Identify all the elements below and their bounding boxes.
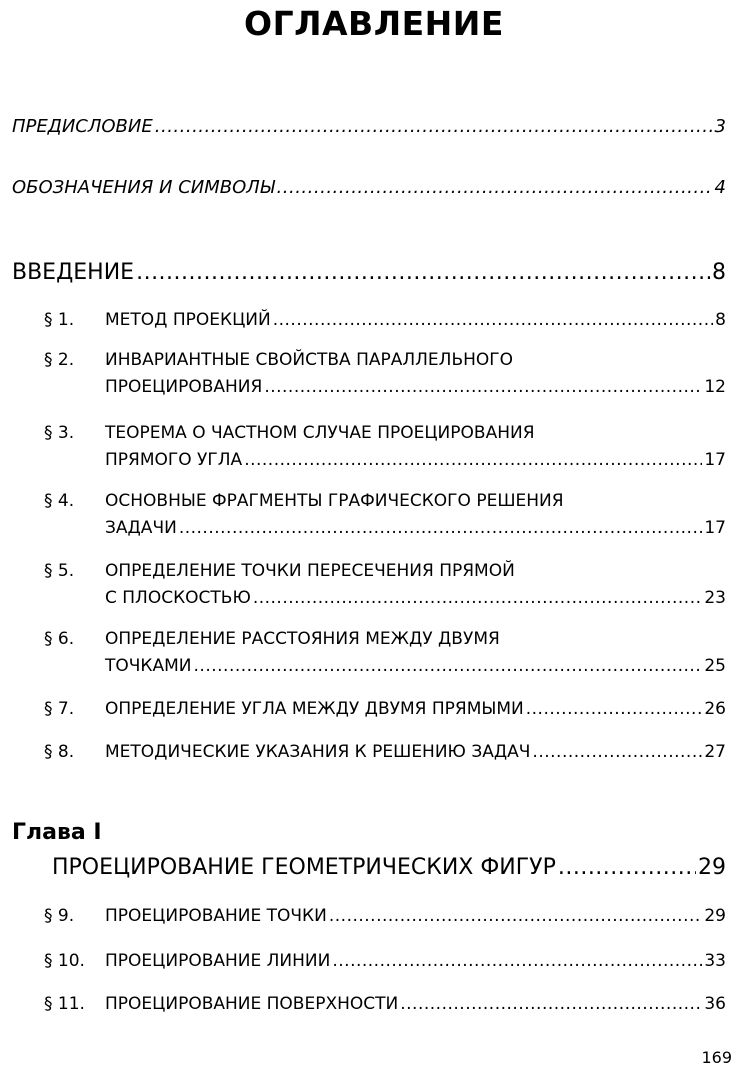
section-number: § 8.	[44, 742, 75, 762]
toc-entry-page: 33	[704, 951, 726, 971]
toc-entry-page: 4	[714, 177, 726, 198]
toc-section-7[interactable]	[44, 699, 726, 719]
section-number: § 11.	[44, 994, 85, 1014]
section-number: § 7.	[44, 699, 75, 719]
section-title: ИНВАРИАНТНЫЕ СВОЙСТВА ПАРАЛЛЕЛЬНОГО	[105, 350, 514, 370]
section-title: ПРОЕЦИРОВАНИЕ ТОЧКИ	[105, 906, 327, 926]
toc-entry-page: 29	[704, 906, 726, 926]
chapter-title: ПРОЕЦИРОВАНИЕ ГЕОМЕТРИЧЕСКИХ ФИГУР	[52, 855, 556, 880]
toc-entry-introduction[interactable]	[12, 260, 726, 285]
toc-entry-page: 17	[704, 450, 726, 470]
toc-entry-title: ПРЕДИСЛОВИЕ	[12, 116, 153, 137]
section-number: § 10.	[44, 951, 85, 971]
toc-entry-page: 17	[704, 518, 726, 538]
toc-entry-page: 3	[714, 116, 726, 137]
section-title: МЕТОД ПРОЕКЦИЙ	[105, 310, 271, 330]
toc-entry-notation[interactable]	[12, 177, 726, 198]
section-number: § 3.	[44, 423, 75, 443]
toc-section-9[interactable]	[44, 906, 726, 926]
section-number: § 2.	[44, 350, 75, 370]
dot-leader	[253, 588, 703, 608]
toc-entry-page: 27	[704, 742, 726, 762]
toc-section-5[interactable]	[44, 588, 726, 608]
toc-entry-preface[interactable]	[12, 116, 726, 137]
dot-leader	[273, 310, 713, 330]
toc-section-10[interactable]	[44, 951, 726, 971]
toc-section-2-line1[interactable]	[44, 350, 513, 370]
section-title: ПРОЕЦИРОВАНИЕ ЛИНИИ	[105, 951, 331, 971]
toc-section-2[interactable]	[44, 377, 726, 397]
section-title: ТЕОРЕМА О ЧАСТНОМ СЛУЧАЕ ПРОЕЦИРОВАНИЯ	[105, 423, 535, 443]
page-number: 169	[701, 1048, 732, 1067]
toc-section-1[interactable]	[44, 310, 726, 330]
section-title: ОПРЕДЕЛЕНИЕ РАССТОЯНИЯ МЕЖДУ ДВУМЯ	[105, 629, 500, 649]
section-title: ОПРЕДЕЛЕНИЕ ТОЧКИ ПЕРЕСЕЧЕНИЯ ПРЯМОЙ	[105, 561, 515, 581]
section-title: ОСНОВНЫЕ ФРАГМЕНТЫ ГРАФИЧЕСКОГО РЕШЕНИЯ	[105, 491, 564, 511]
toc-section-11[interactable]	[44, 994, 726, 1014]
toc-entry-page: 29	[698, 855, 726, 880]
dot-leader	[277, 177, 713, 198]
toc-entry-page: 8	[712, 260, 726, 285]
dot-leader	[244, 450, 702, 470]
toc-entry-page: 36	[704, 994, 726, 1014]
dot-leader	[194, 656, 703, 676]
section-title-cont: ПРЯМОГО УГЛА	[105, 450, 243, 470]
toc-section-4-line1[interactable]	[44, 491, 564, 511]
section-number: § 9.	[44, 906, 75, 926]
section-number: § 4.	[44, 491, 75, 511]
section-title-cont: ПРОЕЦИРОВАНИЯ	[105, 377, 263, 397]
chapter-label: Глава I	[12, 820, 102, 845]
section-title: ОПРЕДЕЛЕНИЕ УГЛА МЕЖДУ ДВУМЯ ПРЯМЫМИ	[105, 699, 524, 719]
toc-entry-title: ОБОЗНАЧЕНИЯ И СИМВОЛЫ	[12, 177, 275, 198]
toc-section-5-line1[interactable]	[44, 561, 515, 581]
toc-entry-page: 23	[704, 588, 726, 608]
toc-section-6-line1[interactable]	[44, 629, 500, 649]
dot-leader	[136, 260, 710, 285]
dot-leader	[264, 377, 702, 397]
dot-leader	[155, 116, 713, 137]
dot-leader	[400, 994, 702, 1014]
section-title-cont: С ПЛОСКОСТЬЮ	[105, 588, 251, 608]
dot-leader	[329, 906, 703, 926]
dot-leader	[332, 951, 702, 971]
section-title: МЕТОДИЧЕСКИЕ УКАЗАНИЯ К РЕШЕНИЮ ЗАДАЧ	[105, 742, 531, 762]
dot-leader	[532, 742, 702, 762]
section-number: § 1.	[44, 310, 75, 330]
dot-leader	[558, 855, 696, 880]
toc-section-4[interactable]	[44, 518, 726, 538]
section-number: § 5.	[44, 561, 75, 581]
toc-entry-title: ВВЕДЕНИЕ	[12, 260, 135, 285]
dot-leader	[526, 699, 703, 719]
toc-section-3[interactable]	[44, 450, 726, 470]
section-title-cont: ТОЧКАМИ	[105, 656, 192, 676]
section-title-cont: ЗАДАЧИ	[105, 518, 177, 538]
toc-chapter-1[interactable]	[52, 855, 726, 880]
section-number: § 6.	[44, 629, 75, 649]
toc-section-8[interactable]	[44, 742, 726, 762]
toc-entry-page: 8	[715, 310, 726, 330]
toc-section-6[interactable]	[44, 656, 726, 676]
toc-entry-page: 25	[704, 656, 726, 676]
toc-entry-page: 26	[704, 699, 726, 719]
toc-section-3-line1[interactable]	[44, 423, 535, 443]
page-title: ОГЛАВЛЕНИЕ	[244, 4, 504, 43]
section-title: ПРОЕЦИРОВАНИЕ ПОВЕРХНОСТИ	[105, 994, 399, 1014]
dot-leader	[179, 518, 703, 538]
toc-entry-page: 12	[704, 377, 726, 397]
